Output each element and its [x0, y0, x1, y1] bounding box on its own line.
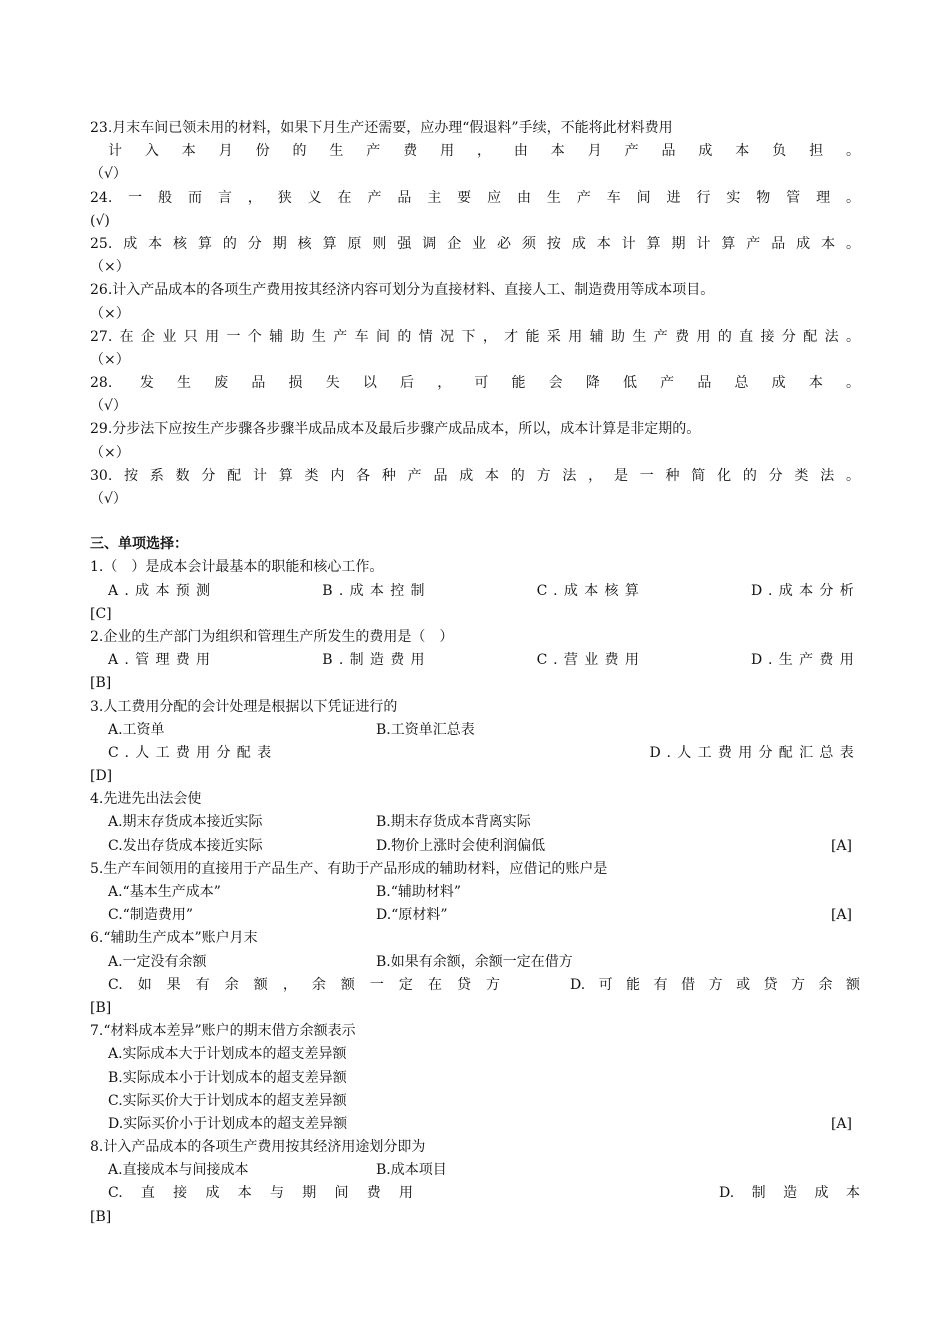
mc-answer-6: [B] — [90, 999, 112, 1016]
mc-question-3: 3.人工费用分配的会计处理是根据以下凭证进行的 — [90, 698, 398, 715]
option-a: A.工资单 — [108, 721, 165, 738]
option-a: A.一定没有余额 — [108, 953, 207, 970]
option-c: C.“制造费用” — [108, 907, 193, 924]
option-c: C.人工费用分配表 — [108, 744, 278, 761]
mc-answer-7: [A] — [830, 1115, 852, 1132]
mc-answer-5: [A] — [830, 907, 852, 924]
option-b: B.工资单汇总表 — [376, 721, 475, 738]
option-d: D.“原材料” — [376, 907, 448, 924]
mc-answer-8: [B] — [90, 1208, 112, 1225]
document-page — [90, 117, 860, 1229]
option-d: D.人工费用分配汇总表 — [649, 744, 860, 761]
tf-question-26: 26.计入产品成本的各项生产费用按其经济内容可划分为直接材料、直接人工、制造费用等成本项目。 — [90, 282, 715, 299]
option-c: C.如果有余额，余额一定在贷方 — [108, 976, 500, 993]
option-d: D.可能有借方或贷方余额 — [570, 976, 860, 993]
option-c: C.成本核算 — [536, 582, 646, 599]
tf-answer-24: (√) — [90, 212, 110, 229]
mc-question-5: 5.生产车间领用的直接用于产品生产、有助于产品形成的辅助材料，应借记的账户是 — [90, 860, 608, 877]
option-d: D.制造成本 — [719, 1185, 860, 1202]
tf-question-28: 28. 发生废品损失以后，可能会降低产品总成本。 — [90, 375, 860, 392]
option-a: A.成本预测 — [108, 582, 217, 599]
tf-answer-28: （√） — [90, 398, 127, 415]
tf-answer-25: （×） — [90, 259, 130, 276]
mc-options-4b — [90, 835, 860, 858]
mc-answer-3: [D] — [90, 768, 113, 785]
mc-options-6a — [90, 951, 860, 974]
mc-options-7d — [90, 1113, 860, 1136]
option-c: C.发出存货成本接近实际 — [108, 837, 263, 854]
section-title: 三、单项选择： — [90, 536, 188, 553]
mc-question-7: 7.“材料成本差异”账户的期末借方余额表示 — [90, 1023, 356, 1040]
mc-question-8: 8.计入产品成本的各项生产费用按其经济用途划分即为 — [90, 1139, 426, 1156]
mc-options-8b — [90, 1182, 860, 1205]
tf-question-24: 24.一般而言，狭义在产品主要应由生产车间进行实物管理。 — [90, 189, 860, 206]
tf-question-30: 30.按系数分配计算类内各种产品成本的方法，是一种简化的分类法。 — [90, 467, 860, 484]
mc-question-1: 1.（ ）是成本会计最基本的职能和核心工作。 — [90, 559, 384, 576]
mc-options-1 — [90, 580, 860, 603]
tf-question-23-cont: 计入本月份的生产费用，由本月产品成本负担。 — [108, 143, 860, 160]
mc-answer-1: [C] — [90, 605, 112, 622]
option-a: A.直接成本与间接成本 — [108, 1162, 249, 1179]
mc-question-4: 4.先进先出法会使 — [90, 791, 202, 808]
tf-answer-29: （×） — [90, 444, 130, 461]
tf-question-29: 29.分步法下应按生产步骤各步骤半成品成本及最后步骤产成品成本，所以，成本计算是非定期的。 — [90, 421, 701, 438]
mc-options-2 — [90, 649, 860, 672]
option-a: A.实际成本大于计划成本的超支差异额 — [108, 1046, 347, 1063]
mc-answer-2: [B] — [90, 675, 112, 692]
option-a: A.期末存货成本接近实际 — [108, 814, 263, 831]
option-b: B.成本项目 — [376, 1162, 447, 1179]
tf-answer-23: （√） — [90, 166, 127, 183]
option-a: A.管理费用 — [108, 652, 217, 669]
mc-answer-4: [A] — [830, 837, 852, 854]
option-b: B.成本控制 — [322, 582, 431, 599]
option-b: B.实际成本小于计划成本的超支差异额 — [108, 1069, 347, 1086]
option-a: A.“基本生产成本” — [108, 884, 221, 900]
option-d: D.生产费用 — [751, 652, 860, 669]
option-b: B.期末存货成本背离实际 — [376, 814, 531, 831]
option-d: D.物价上涨时会使利润偏低 — [376, 837, 546, 854]
mc-question-6: 6.“辅助生产成本”账户月末 — [90, 930, 258, 947]
mc-options-5a — [90, 881, 860, 904]
mc-options-5b — [90, 904, 860, 927]
mc-question-2: 2.企业的生产部门为组织和管理生产所发生的费用是（ ） — [90, 628, 454, 645]
option-b: B.“辅助材料” — [376, 884, 462, 900]
option-b: B.如果有余额，余额一定在借方 — [376, 953, 573, 970]
option-d: D.成本分析 — [751, 582, 860, 599]
tf-question-25: 25.成本核算的分期核算原则强调企业必须按成本计算期计算产品成本。 — [90, 235, 860, 252]
mc-options-8a — [90, 1159, 860, 1182]
option-c: C.营业费用 — [536, 652, 646, 669]
tf-answer-30: （√） — [90, 491, 127, 507]
tf-answer-27: （×） — [90, 351, 130, 368]
mc-options-6b — [90, 974, 860, 997]
section-gap — [90, 511, 860, 533]
mc-options-4a — [90, 811, 860, 834]
tf-question-27: 27.在企业只用一个辅助生产车间的情况下，才能采用辅助生产费用的直接分配法。 — [90, 328, 860, 345]
tf-question-23: 23.月末车间已领未用的材料，如果下月生产还需要，应办理“假退料”手续，不能将此材料费用 — [90, 120, 673, 136]
option-c: C.实际买价大于计划成本的超支差异额 — [108, 1092, 347, 1109]
mc-options-3a — [90, 719, 860, 742]
option-d: D.实际买价小于计划成本的超支差异额 — [108, 1115, 348, 1132]
option-b: B.制造费用 — [322, 652, 431, 669]
tf-answer-26: （×） — [90, 305, 130, 322]
option-c: C.直接成本与期间费用 — [108, 1185, 413, 1202]
mc-options-3b — [90, 742, 860, 765]
